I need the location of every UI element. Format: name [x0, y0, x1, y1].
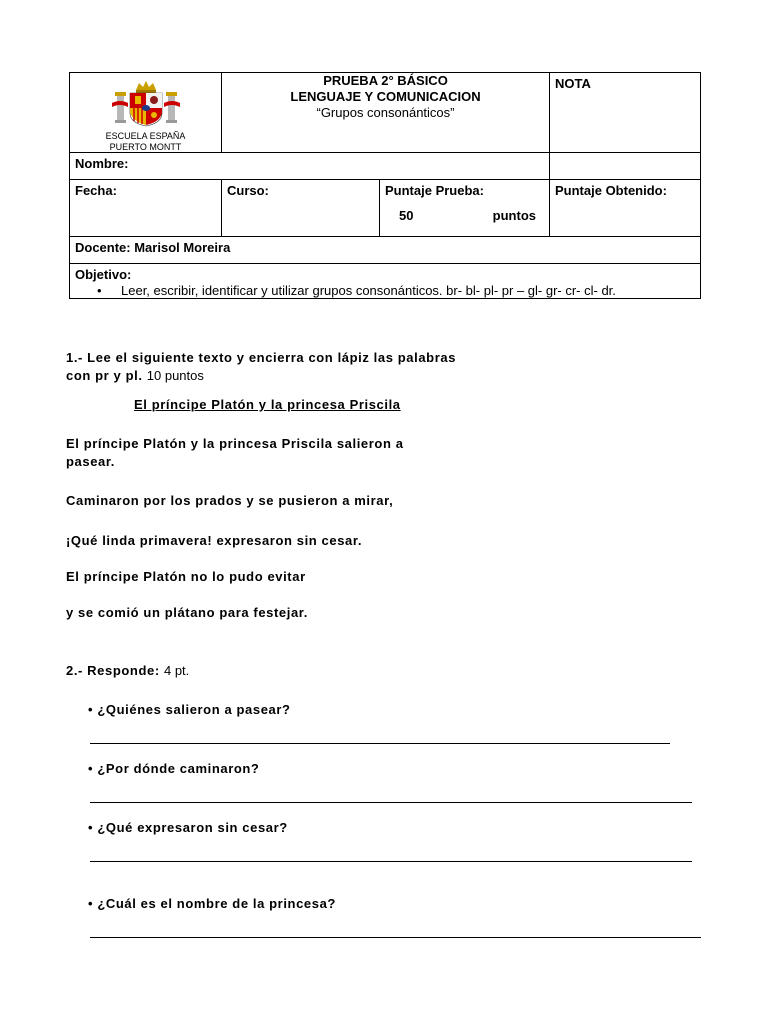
puntaje-obtenido-field[interactable] [550, 180, 701, 237]
story-line: El príncipe Platón no lo pudo evitar [66, 569, 306, 584]
puntaje-unit: puntos [492, 208, 536, 223]
topic-title: “Grupos consonánticos” [316, 105, 455, 120]
objetivo-text: Leer, escribir, identificar y utilizar grupos consonánticos. br- bl- pl- pr – gl- gr- cr- cl- dr. [121, 283, 616, 298]
section1-points: 10 puntos [146, 368, 204, 383]
curso-label: Curso: [227, 183, 269, 198]
school-name-line1: ESCUELA ESPAÑA [105, 131, 186, 141]
puntaje-prueba-label: Puntaje Prueba: [385, 183, 484, 198]
instruction-line2-wrap [66, 366, 204, 385]
story-title: El príncipe Platón y la princesa Priscila [134, 397, 401, 412]
school-name-line2: PUERTO MONTT [109, 142, 182, 152]
instruction-line1: 1.- Lee el siguiente texto y encierra con lápiz las palabras [66, 350, 457, 365]
docente-cell [70, 237, 701, 264]
nombre-field[interactable] [70, 153, 550, 180]
section2-label: 2.- Responde: [66, 663, 160, 678]
instruction-line2: con pr y pl. [66, 368, 143, 383]
story-line: El príncipe Platón y la princesa Priscila salieron a [66, 436, 404, 451]
question-4: • ¿Cuál es el nombre de la princesa? [88, 896, 336, 911]
nota-cell [550, 73, 701, 153]
answer-line-1[interactable] [90, 743, 670, 744]
objetivo-cell [70, 264, 701, 299]
puntaje-value: 50 [399, 208, 414, 223]
section2-header [66, 661, 189, 680]
story-line: pasear. [66, 454, 116, 469]
docente-label: Docente: Marisol Moreira [75, 240, 231, 255]
exam-title: PRUEBA 2° BÁSICO [323, 73, 448, 88]
exam-title-cell [222, 73, 550, 153]
curso-field[interactable] [222, 180, 380, 237]
bullet-icon: • [97, 283, 102, 298]
answer-line-3[interactable] [90, 861, 692, 862]
objetivo-label: Objetivo: [75, 267, 132, 282]
nombre-label: Nombre: [75, 156, 129, 171]
section2-points: 4 pt. [163, 663, 190, 678]
subject-title: LENGUAJE Y COMUNICACION [290, 89, 481, 104]
answer-line-4[interactable] [90, 937, 701, 938]
puntaje-prueba-cell [380, 180, 550, 237]
story-line: ¡Qué linda primavera! expresaron sin cesar. [66, 533, 363, 548]
header-table [69, 72, 701, 299]
fecha-label: Fecha: [75, 183, 117, 198]
puntaje-obtenido-label: Puntaje Obtenido: [555, 183, 667, 198]
question-3: • ¿Qué expresaron sin cesar? [88, 820, 288, 835]
blank-cell [550, 153, 701, 180]
story-line: Caminaron por los prados y se pusieron a mirar, [66, 493, 394, 508]
fecha-field[interactable] [70, 180, 222, 237]
story-line: y se comió un plátano para festejar. [66, 605, 308, 620]
question-2: • ¿Por dónde caminaron? [88, 761, 260, 776]
coat-of-arms-icon [106, 81, 186, 127]
nota-label: NOTA [555, 76, 591, 91]
school-logo-cell [70, 73, 222, 153]
answer-line-2[interactable] [90, 802, 692, 803]
question-1: • ¿Quiénes salieron a pasear? [88, 702, 291, 717]
